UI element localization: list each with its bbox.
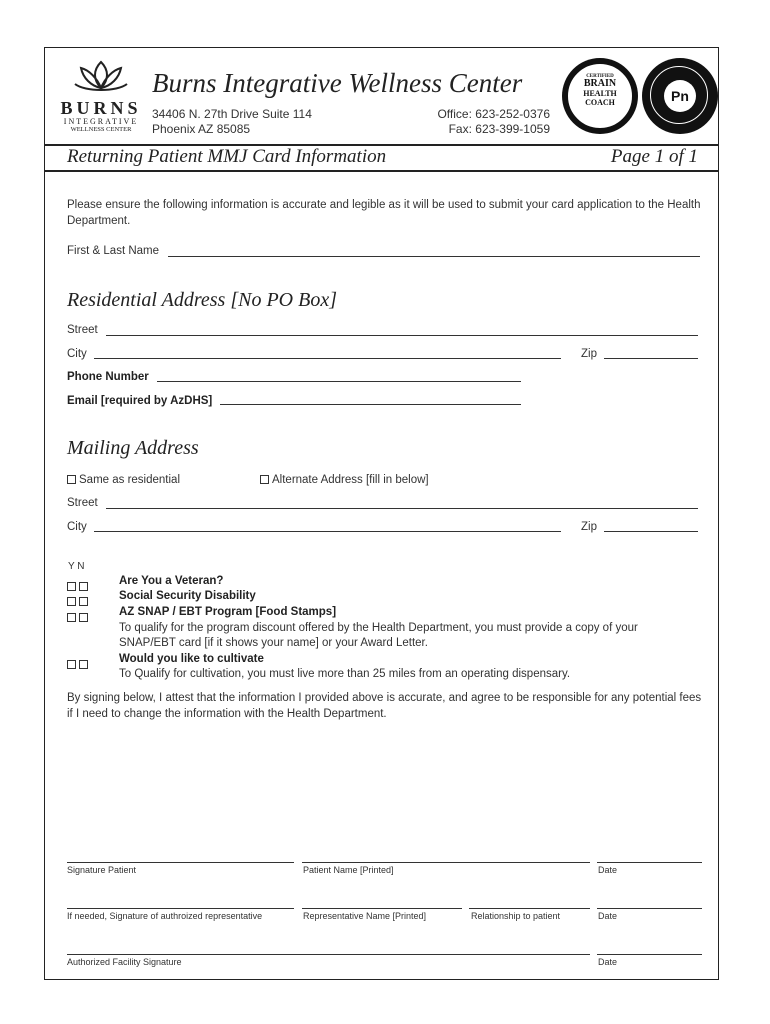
patient-name-line[interactable] [302,862,590,863]
facility-date-label: Date [598,957,618,967]
form-title: Returning Patient MMJ Card Information [67,146,387,167]
mail-city-field[interactable] [94,531,561,532]
rep-name-line[interactable] [302,908,462,909]
badge1-line3: HEALTH [583,89,617,98]
mail-street-field[interactable] [106,508,698,509]
veteran-question: Are You a Veteran? [119,575,224,587]
same-as-label: Same as residential [79,474,180,486]
res-city-field[interactable] [94,358,561,359]
intro-text: Please ensure the following information is accurate and legible as it will be used to submit your card application to the Health Department. [67,199,701,227]
mail-zip-label: Zip [581,521,597,533]
patient-date-line[interactable] [597,862,702,863]
badge1-line4: COACH [585,98,615,107]
patient-date-label: Date [598,865,618,875]
name-field[interactable] [168,256,700,257]
burns-logo [56,58,146,138]
page-number: Page 1 of 1 [610,146,698,167]
rep-date-line[interactable] [597,908,702,909]
badge1-line2: BRAIN [583,78,617,89]
relationship-line[interactable] [469,908,590,909]
patient-signature-line[interactable] [67,862,294,863]
snap-note-1: To qualify for the program discount offered by the Health Department, you must provide a copy of your [119,622,638,634]
snap-checkboxes [67,608,91,626]
ssd-question: Social Security Disability [119,590,256,602]
lotus-icon [71,58,131,94]
facility-signature-label: Authorized Facility Signature [67,957,182,967]
precision-nutrition-badge [642,58,718,134]
logo-sub: INTEGRATIVE [63,117,139,126]
center-title: Burns Integrative Wellness Center [152,68,523,98]
same-as-residential[interactable] [67,474,180,486]
yn-header: Y N [68,561,85,572]
ssd-no-checkbox[interactable] [79,597,88,606]
facility-date-line[interactable] [597,954,702,955]
patient-signature-label: Signature Patient [67,865,137,875]
mail-street-label: Street [67,497,98,509]
logo-sub2: WELLNESS CENTER [70,126,132,133]
ssd-yes-checkbox[interactable] [67,597,76,606]
residential-heading: Residential Address [No PO Box] [67,289,337,311]
rep-name-label: Representative Name [Printed] [303,911,427,921]
rep-signature-label: If needed, Signature of authroized representative [67,911,263,921]
logo-name: BURNS [60,98,142,118]
relationship-label: Relationship to patient [471,911,561,921]
patient-name-label: Patient Name [Printed] [303,865,394,875]
address-line-2: Phoenix AZ 85085 [152,122,251,136]
form-border [44,47,719,980]
mail-city-label: City [67,521,87,533]
alternate-address[interactable] [260,474,429,486]
res-city-label: City [67,348,87,360]
snap-yes-checkbox[interactable] [67,613,76,622]
cultivate-checkboxes [67,655,91,673]
pn-icon: Pn [664,80,696,112]
snap-question: AZ SNAP / EBT Program [Food Stamps] [119,606,337,618]
res-zip-field[interactable] [604,358,698,359]
cultivate-no-checkbox[interactable] [79,660,88,669]
title-divider [44,170,719,172]
rep-signature-line[interactable] [67,908,294,909]
mailing-heading: Mailing Address [67,437,199,459]
cultivate-note: To Qualify for cultivation, you must live more than 25 miles from an operating dispensary. [119,668,571,680]
attestation-text: By signing below, I attest that the information I provided above is accurate, and agree to be responsible for any potential fees if I need to change the information with the Health Department. [67,692,702,720]
phone-label: Phone Number [67,371,149,383]
office-phone: Office: 623-252-0376 [437,107,550,121]
snap-note-2: SNAP/EBT card [if it shows your name] or your Award Letter. [119,637,428,649]
mail-zip-field[interactable] [604,531,698,532]
same-as-checkbox[interactable] [67,475,76,484]
cultivate-yes-checkbox[interactable] [67,660,76,669]
email-label: Email [required by AzDHS] [67,395,213,407]
res-street-field[interactable] [106,335,698,336]
veteran-no-checkbox[interactable] [79,582,88,591]
phone-field[interactable] [157,381,521,382]
brain-health-coach-badge [562,58,638,134]
veteran-yes-checkbox[interactable] [67,582,76,591]
res-zip-label: Zip [581,348,597,360]
alternate-label: Alternate Address [fill in below] [272,474,429,486]
facility-signature-line[interactable] [67,954,590,955]
fax-number: Fax: 623-399-1059 [448,122,550,136]
badge1-line1: CERTIFIED [586,74,614,79]
cultivate-question: Would you like to cultivate [119,653,264,665]
res-street-label: Street [67,324,98,336]
rep-date-label: Date [598,911,618,921]
name-label: First & Last Name [67,245,160,257]
address-line-1: 34406 N. 27th Drive Suite 114 [152,107,312,121]
email-field[interactable] [220,404,521,405]
alternate-checkbox[interactable] [260,475,269,484]
snap-no-checkbox[interactable] [79,613,88,622]
